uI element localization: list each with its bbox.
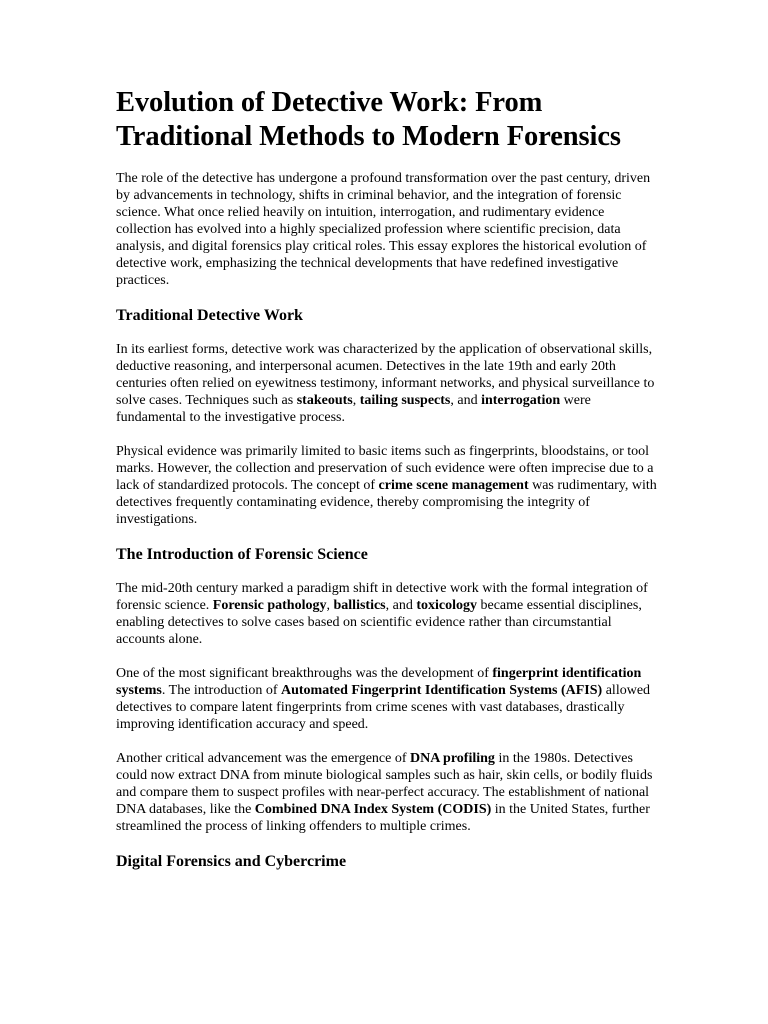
section-heading-digital-forensics: Digital Forensics and Cybercrime: [116, 853, 347, 870]
bold-term-interrogation: interrogation: [481, 393, 561, 408]
bold-term-dna-profiling: DNA profiling: [410, 751, 495, 766]
text-run: One of the most significant breakthroughs was the development of: [116, 666, 493, 681]
text-run: Another critical advancement was the emergence of: [116, 751, 410, 766]
text-run: The mid-20th century marked a paradigm shift in detective work with the formal integration of forensic science.: [116, 581, 648, 613]
text-run: was rudimentary, with detectives frequently contaminating evidence, thereby compromising the integrity of investigations.: [116, 478, 657, 527]
section-heading-traditional: Traditional Detective Work: [116, 307, 303, 324]
traditional-paragraph-1: [116, 341, 661, 426]
text-run: . The introduction of: [161, 683, 281, 698]
traditional-paragraph-2: [116, 443, 661, 528]
text-run: In its earliest forms, detective work was characterized by the application of observational skills, deductive reasoning, and interpersonal acumen. Detectives in the late 19th and early 20th centuries often relied on eyewitness testimony, informant networks, and physical surveillance to solve cases. Techniques such as: [116, 342, 655, 408]
bold-term-codis: Combined DNA Index System (CODIS): [254, 802, 492, 817]
text-run: in the United States, further streamlined the process of linking offenders to multiple crimes.: [116, 802, 650, 834]
text-run: ,: [352, 393, 360, 408]
bold-term-toxicology: toxicology: [416, 598, 477, 613]
bold-term-stakeouts: stakeouts: [296, 393, 353, 408]
document-page: [116, 86, 661, 887]
section-heading-forensic-science: The Introduction of Forensic Science: [116, 546, 368, 563]
bold-term-crime-scene-management: crime scene management: [378, 478, 529, 493]
text-run: became essential disciplines, enabling detectives to solve cases based on scientific evidence rather than circumstantial accounts alone.: [116, 598, 642, 647]
text-run: ,: [326, 598, 334, 613]
bold-term-ballistics: ballistics: [333, 598, 386, 613]
bold-term-forensic-pathology: Forensic pathology: [212, 598, 327, 613]
bold-term-afis: Automated Fingerprint Identification Systems (AFIS): [281, 683, 603, 698]
text-run: were fundamental to the investigative process.: [116, 393, 591, 425]
bold-term-fingerprint-identification: fingerprint identification systems: [116, 666, 642, 698]
text-run: , and: [450, 393, 482, 408]
text-run: Physical evidence was primarily limited to basic items such as fingerprints, bloodstains, or tool marks. However, the collection and preservation of such evidence were often imprecise due to a lack of standardized protocols. The concept of: [116, 444, 654, 493]
forensic-paragraph-2: [116, 665, 661, 733]
text-run: in the 1980s. Detectives could now extract DNA from minute biological samples such as hair, skin cells, or bodily fluids and compare them to suspect profiles with near-perfect accuracy. The establishment of national DNA databases, like the: [116, 751, 653, 817]
forensic-paragraph-1: [116, 580, 661, 648]
text-run: allowed detectives to compare latent fingerprints from crime scenes with vast databases, drastically improving identification accuracy and speed.: [116, 683, 651, 732]
forensic-paragraph-3: [116, 750, 661, 835]
document-title: Evolution of Detective Work: From Traditional Methods to Modern Forensics: [116, 87, 621, 152]
intro-paragraph: The role of the detective has undergone a profound transformation over the past century, driven by advancements in technology, shifts in criminal behavior, and the integration of forensic science. What once relied heavily on intuition, interrogation, and rudimentary evidence collection has evolved into a highly specialized profession where scientific precision, data analysis, and digital forensics play critical roles. This essay explores the historical evolution of detective work, emphasizing the technical developments that have redefined investigative practices.: [116, 171, 651, 288]
bold-term-tailing-suspects: tailing suspects: [359, 393, 451, 408]
text-run: , and: [385, 598, 417, 613]
